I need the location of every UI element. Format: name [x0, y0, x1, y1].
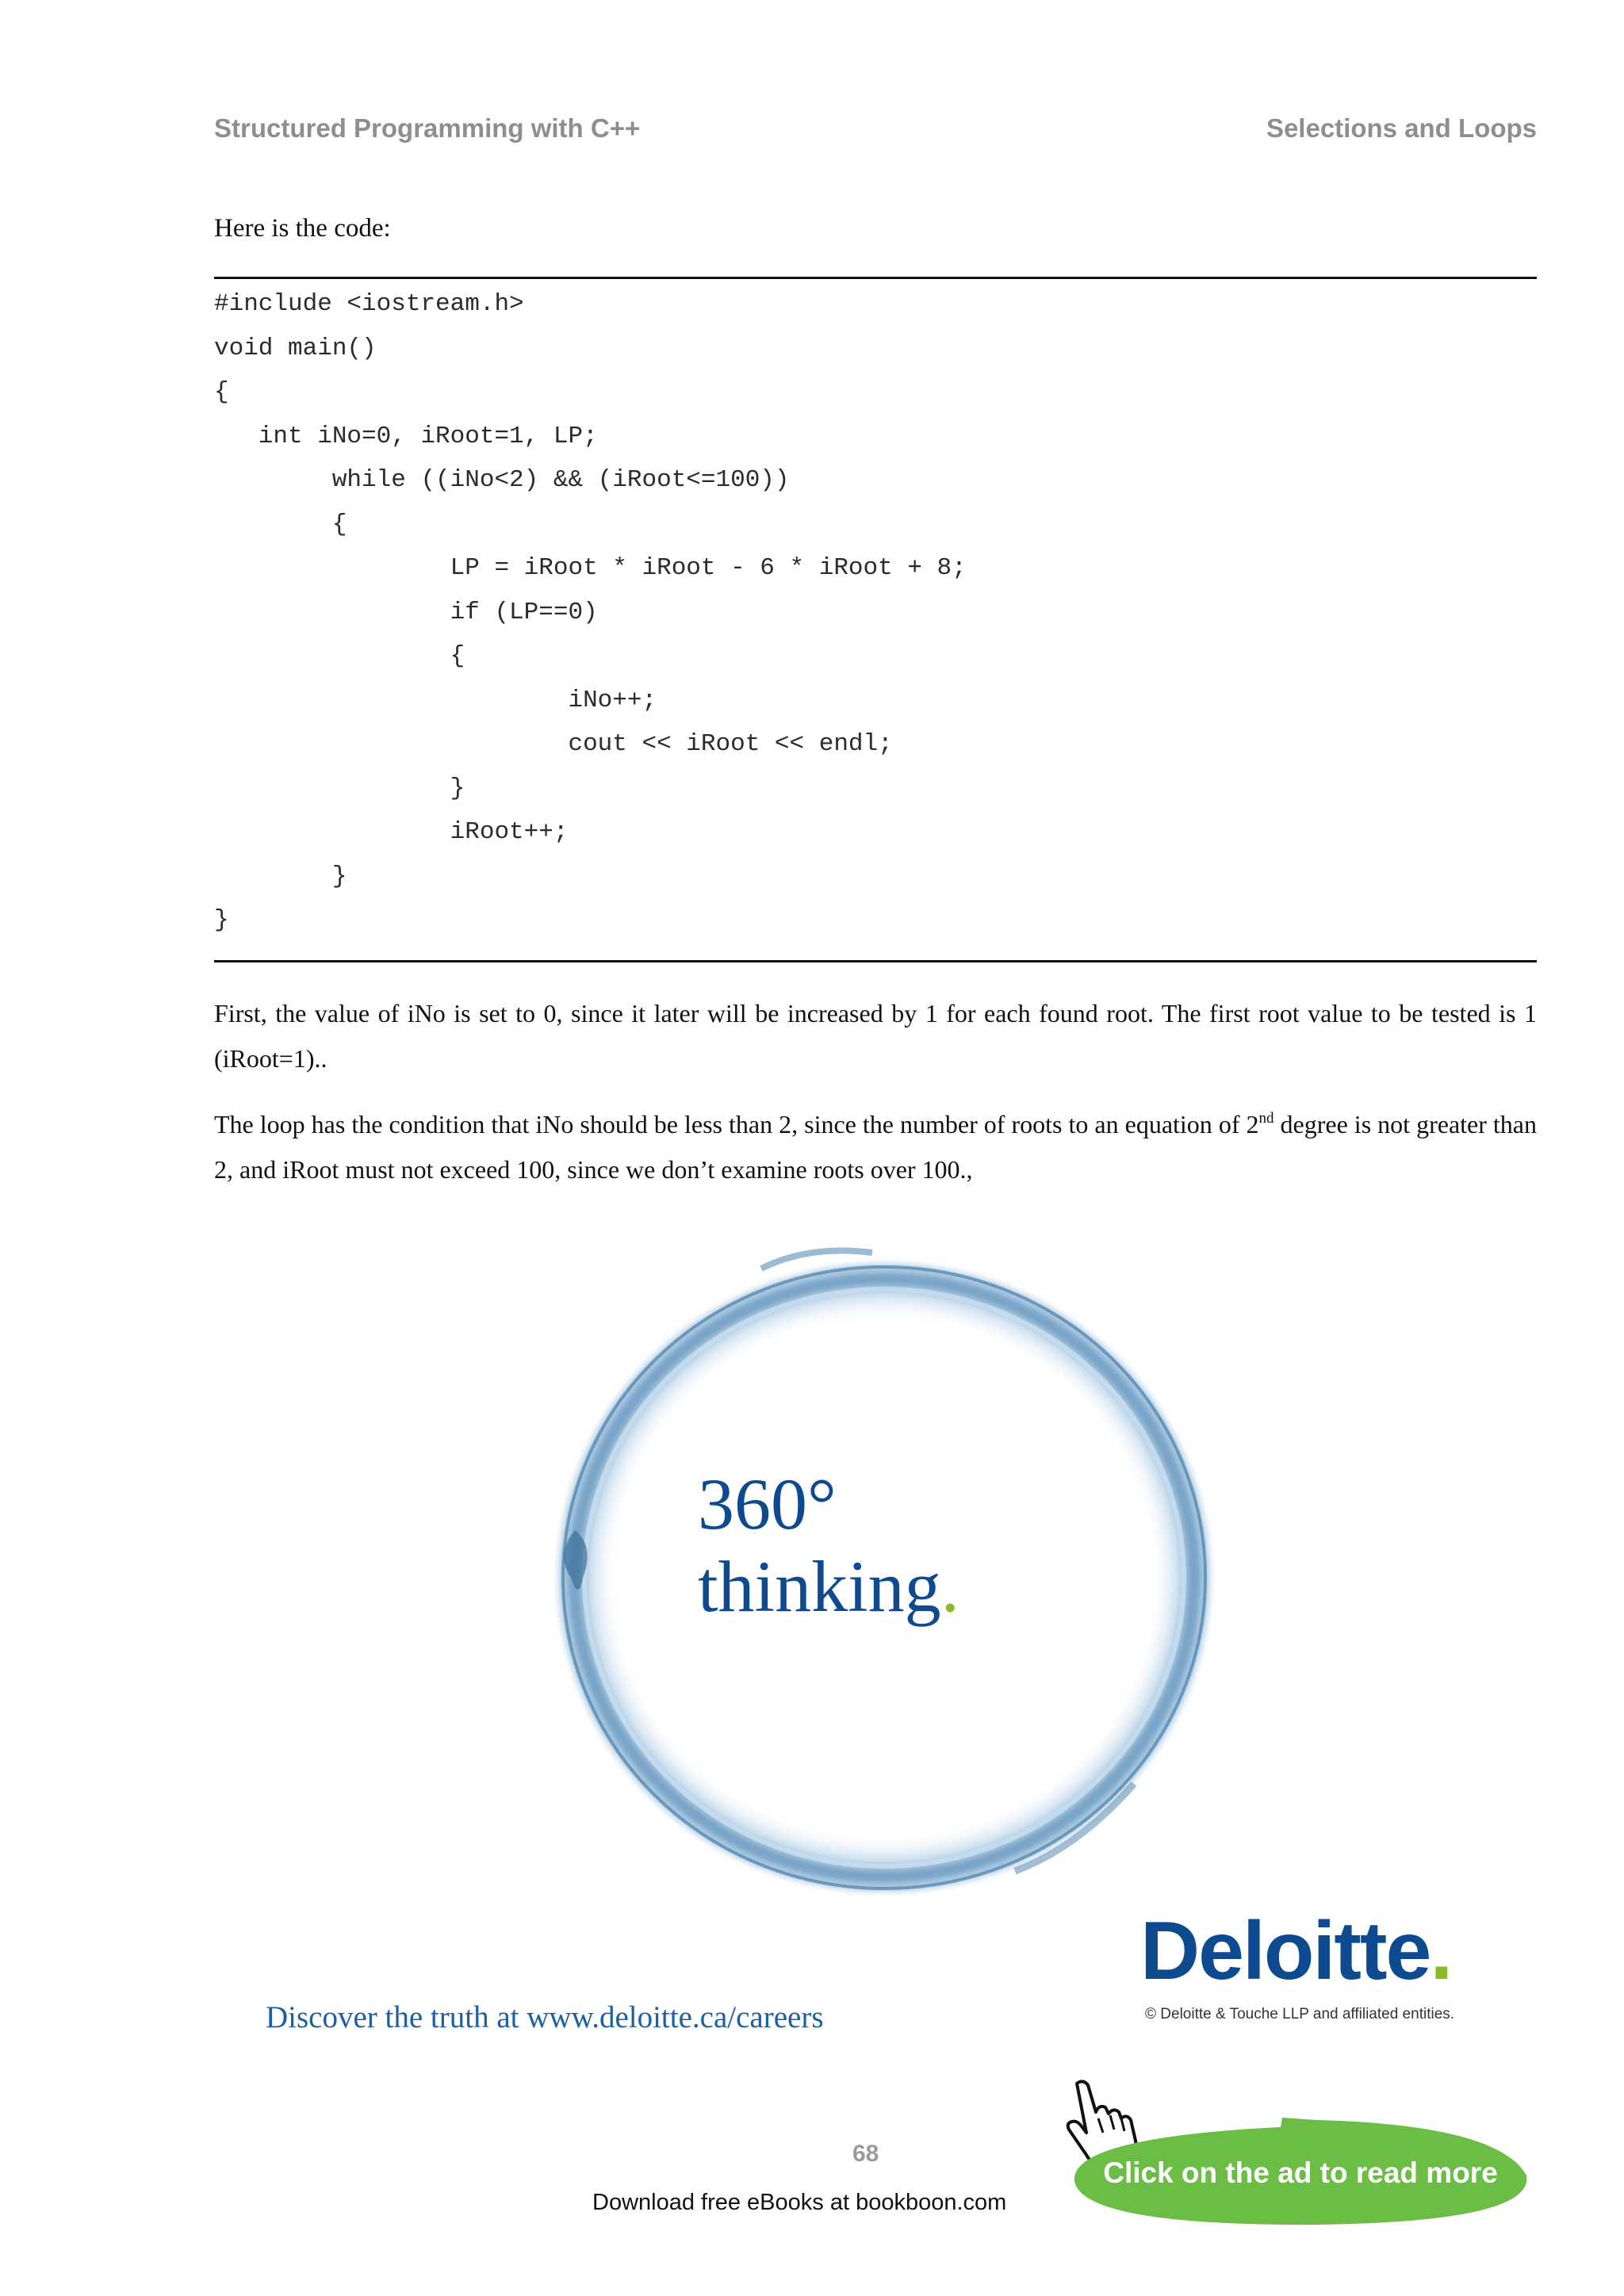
- ad-legal-text: © Deloitte & Touche LLP and affiliated entities.: [1145, 2006, 1455, 2022]
- code-block: [214, 282, 1537, 943]
- ad-discover-link[interactable]: Discover the truth at www.deloitte.ca/careers: [266, 2000, 824, 2034]
- code-line: #include <iostream.h>: [214, 290, 524, 318]
- page-number: 68: [852, 2141, 879, 2167]
- logo-dot: .: [1430, 1905, 1452, 1997]
- code-line: }: [214, 906, 229, 934]
- deloitte-logo[interactable]: [1140, 1904, 1451, 1999]
- body-paragraph-1: First, the value of iNo is set to 0, since it later will be increased by 1 for each found root. The first root value to be tested is 1 (iRoot=1)..: [214, 999, 1537, 1073]
- ad-headline-dot: .: [940, 1546, 959, 1627]
- ordinal-superscript: nd: [1258, 1110, 1274, 1127]
- intro-text: Here is the code:: [214, 214, 391, 243]
- ad-headline-line1: 360°: [698, 1464, 837, 1544]
- code-line: if (LP==0): [214, 598, 598, 626]
- code-line: {: [214, 510, 347, 538]
- ad-headline-word: thinking: [698, 1546, 941, 1627]
- ad-headline-line2: [698, 1545, 959, 1628]
- code-line: iRoot++;: [214, 818, 569, 846]
- code-line: cout << iRoot << endl;: [214, 730, 893, 758]
- code-line: LP = iRoot * iRoot - 6 * iRoot + 8;: [214, 554, 967, 582]
- ad-headline[interactable]: [698, 1463, 959, 1628]
- code-line: {: [214, 642, 465, 670]
- code-line: int iNo=0, iRoot=1, LP;: [214, 422, 598, 450]
- code-line: void main(): [214, 334, 377, 362]
- running-header-section: Selections and Loops: [1266, 113, 1537, 143]
- cta-label[interactable]: Click on the ad to read more: [1103, 2156, 1498, 2189]
- code-line: }: [214, 862, 347, 890]
- body-paragraph-2: [214, 1102, 1537, 1192]
- code-line: {: [214, 378, 229, 406]
- paragraph-text: degree is not greater than 2, and iRoot must not exceed 100, since we don’t examine roots over 100.,: [214, 1110, 1538, 1184]
- code-line: while ((iNo<2) && (iRoot<=100)): [214, 466, 790, 494]
- logo-text: Deloitte: [1140, 1905, 1431, 1997]
- paragraph-text: The loop has the condition that iNo should be less than 2, since the number of roots to an equation of 2: [214, 1110, 1259, 1138]
- footer-link[interactable]: Download free eBooks at bookboon.com: [592, 2190, 1007, 2215]
- code-top-rule: [214, 277, 1537, 279]
- code-line: iNo++;: [214, 686, 657, 714]
- code-line: }: [214, 774, 465, 802]
- running-header-title: Structured Programming with C++: [214, 113, 641, 143]
- code-bottom-rule: [214, 960, 1537, 962]
